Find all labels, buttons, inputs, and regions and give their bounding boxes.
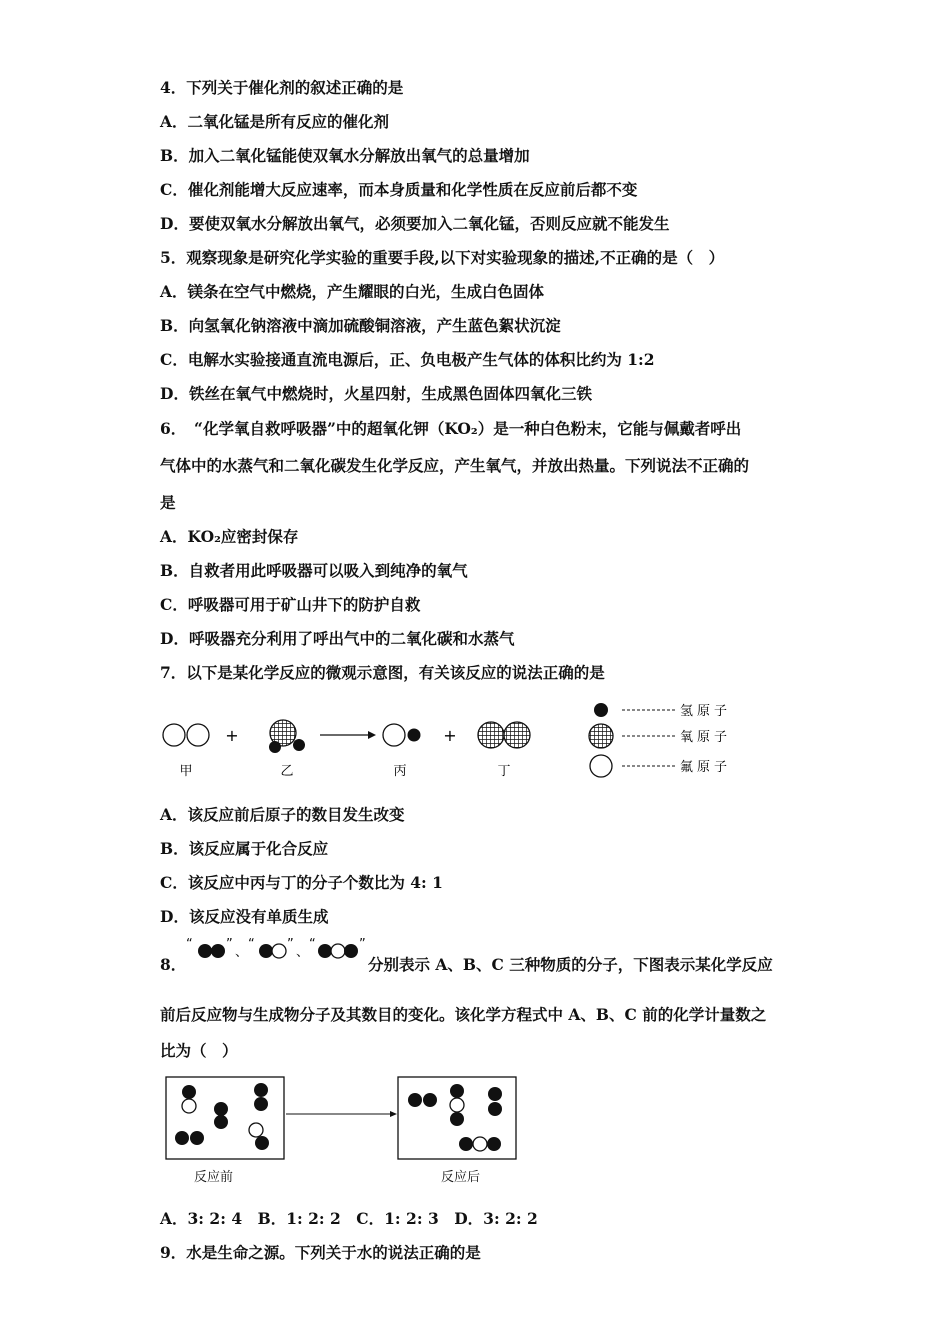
q6-option-b: B．自救者用此呼吸器可以吸入到纯净的氧气: [160, 561, 468, 580]
q5-option-a: A．镁条在空气中燃烧，产生耀眼的白光，生成白色固体: [160, 282, 545, 301]
q5-option-d: D．铁丝在氧气中燃烧时，火星四射，生成黑色固体四氧化三铁: [160, 384, 592, 403]
svg-text:“: “: [309, 938, 316, 952]
q8-options: A．3: 2: 4 B．1: 2: 2 C．1: 2: 3 D．3: 2: 2: [160, 1209, 538, 1228]
q5-option-c: C．电解水实验接通直流电源后，正、负电极产生气体的体积比约为 1:2: [160, 350, 655, 369]
label-jia: 甲: [179, 764, 193, 779]
sep-2: 、: [296, 945, 310, 960]
label-ding: 丁: [497, 764, 511, 779]
q7-reaction-diagram: [150, 695, 770, 790]
q5-stem: 5．观察现象是研究化学实验的重要手段,以下对实验现象的描述,不正确的是（ ）: [160, 248, 725, 267]
molecule-jia: [163, 724, 209, 746]
after-label: 反应后: [441, 1170, 481, 1185]
molecule-ding: [478, 722, 530, 748]
q8-number: 8．: [160, 955, 187, 974]
q7-option-c: C．该反应中丙与丁的分子个数比为 4: 1: [160, 873, 443, 892]
svg-text:”: ”: [287, 938, 294, 952]
q6-option-a: A．KO₂应密封保存: [160, 527, 299, 546]
molecule-yi: [269, 720, 305, 753]
reaction-arrow: [320, 731, 376, 739]
plus-1: +: [225, 726, 239, 745]
legend-hydrogen: [594, 703, 731, 719]
q8-molecule-key: [186, 938, 366, 964]
before-label: 反应前: [194, 1170, 234, 1185]
q7-option-b: B．该反应属于化合反应: [160, 839, 329, 858]
q6-stem-line2: 气体中的水蒸气和二氧化碳发生化学反应，产生氧气，并放出热量。下列说法不正确的: [160, 456, 750, 475]
plus-2: +: [443, 726, 457, 745]
q4-option-d: D．要使双氧水分解放出氧气，必须要加入二氧化锰，否则反应就不能发生: [160, 214, 670, 233]
legend-fluorine: [590, 755, 731, 777]
q6-option-c: C．呼吸器可用于矿山井下的防护自救: [160, 595, 421, 614]
label-bing: 丙: [393, 764, 407, 779]
svg-text:“: “: [248, 938, 255, 952]
svg-text:氟原子: 氟原子: [680, 760, 732, 775]
q8-stem-line2: 前后反应物与生成物分子及其数目的变化。该化学方程式中 A、B、C 前的化学计量数之: [160, 1005, 767, 1024]
q4-option-b: B．加入二氧化锰能使双氧水分解放出氧气的总量增加: [160, 146, 530, 165]
label-yi: 乙: [280, 764, 294, 779]
q6-stem-line1: 6． “化学氧自救呼吸器”中的超氧化钾（KO₂）是一种白色粉末，它能与佩戴者呼出: [160, 419, 742, 438]
svg-text:氧原子: 氧原子: [680, 730, 732, 745]
q7-option-a: A．该反应前后原子的数目发生改变: [160, 805, 405, 824]
svg-text:“: “: [186, 938, 193, 952]
q4-stem: 4．下列关于催化剂的叙述正确的是: [160, 78, 404, 97]
q6-stem-line3: 是: [160, 493, 176, 512]
q4-option-c: C．催化剂能增大反应速率，而本身质量和化学性质在反应前后都不变: [160, 180, 638, 199]
svg-text:”: ”: [226, 938, 233, 952]
q8-stem-line3: 比为（ ）: [160, 1041, 238, 1060]
legend-oxygen: [589, 724, 731, 748]
q7-stem: 7．以下是某化学反应的微观示意图，有关该反应的说法正确的是: [160, 663, 605, 682]
q7-option-d: D．该反应没有单质生成: [160, 907, 329, 926]
molecule-bing: [383, 724, 421, 746]
q5-option-b: B．向氢氧化钠溶液中滴加硫酸铜溶液，产生蓝色絮状沉淀: [160, 316, 561, 335]
q9-stem: 9．水是生命之源。下列关于水的说法正确的是: [160, 1243, 481, 1262]
svg-text:”: ”: [359, 938, 366, 952]
q8-stem-tail: 分别表示 A、B、C 三种物质的分子，下图表示某化学反应: [368, 955, 773, 974]
q8-arrow: [286, 1111, 397, 1117]
q6-option-d: D．呼吸器充分利用了呼出气中的二氧化碳和水蒸气: [160, 629, 515, 648]
sep-1: 、: [235, 945, 249, 960]
svg-text:氢原子: 氢原子: [680, 704, 732, 719]
q4-option-a: A．二氧化锰是所有反应的催化剂: [160, 112, 390, 131]
q8-reaction-boxes: [160, 1072, 530, 1167]
